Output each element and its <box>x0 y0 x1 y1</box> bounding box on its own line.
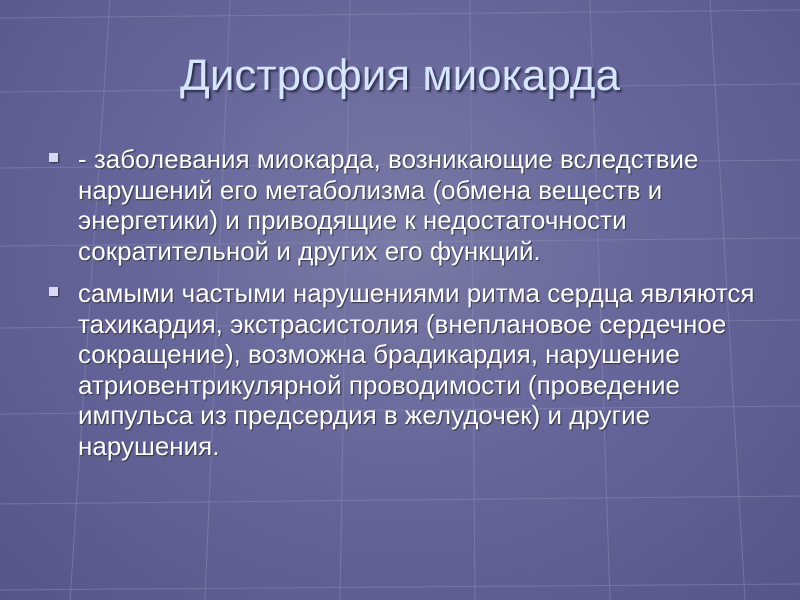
square-bullet-icon <box>49 153 58 162</box>
square-bullet-icon <box>49 287 58 296</box>
bullet-item <box>44 144 760 266</box>
bullet-list <box>44 144 760 473</box>
bullet-item <box>44 278 760 461</box>
bullet-text: - заболевания миокарда, возникающие вследствие нарушений его метаболизма (обмена веществ и энергетики) и приводящие к недостаточности сократительной и других его функций. <box>78 144 699 266</box>
bullet-text: самыми частыми нарушениями ритма сердца являются тахикардия, экстрасистолия (внеплановое сердечное сокращение), возможна брадикардия, нарушение атриовентрикулярной проводимости (проведение импульса из предсердия в желудочек) и другие нарушения. <box>78 278 755 461</box>
slide-title: Дистрофия миокарда <box>180 51 620 100</box>
